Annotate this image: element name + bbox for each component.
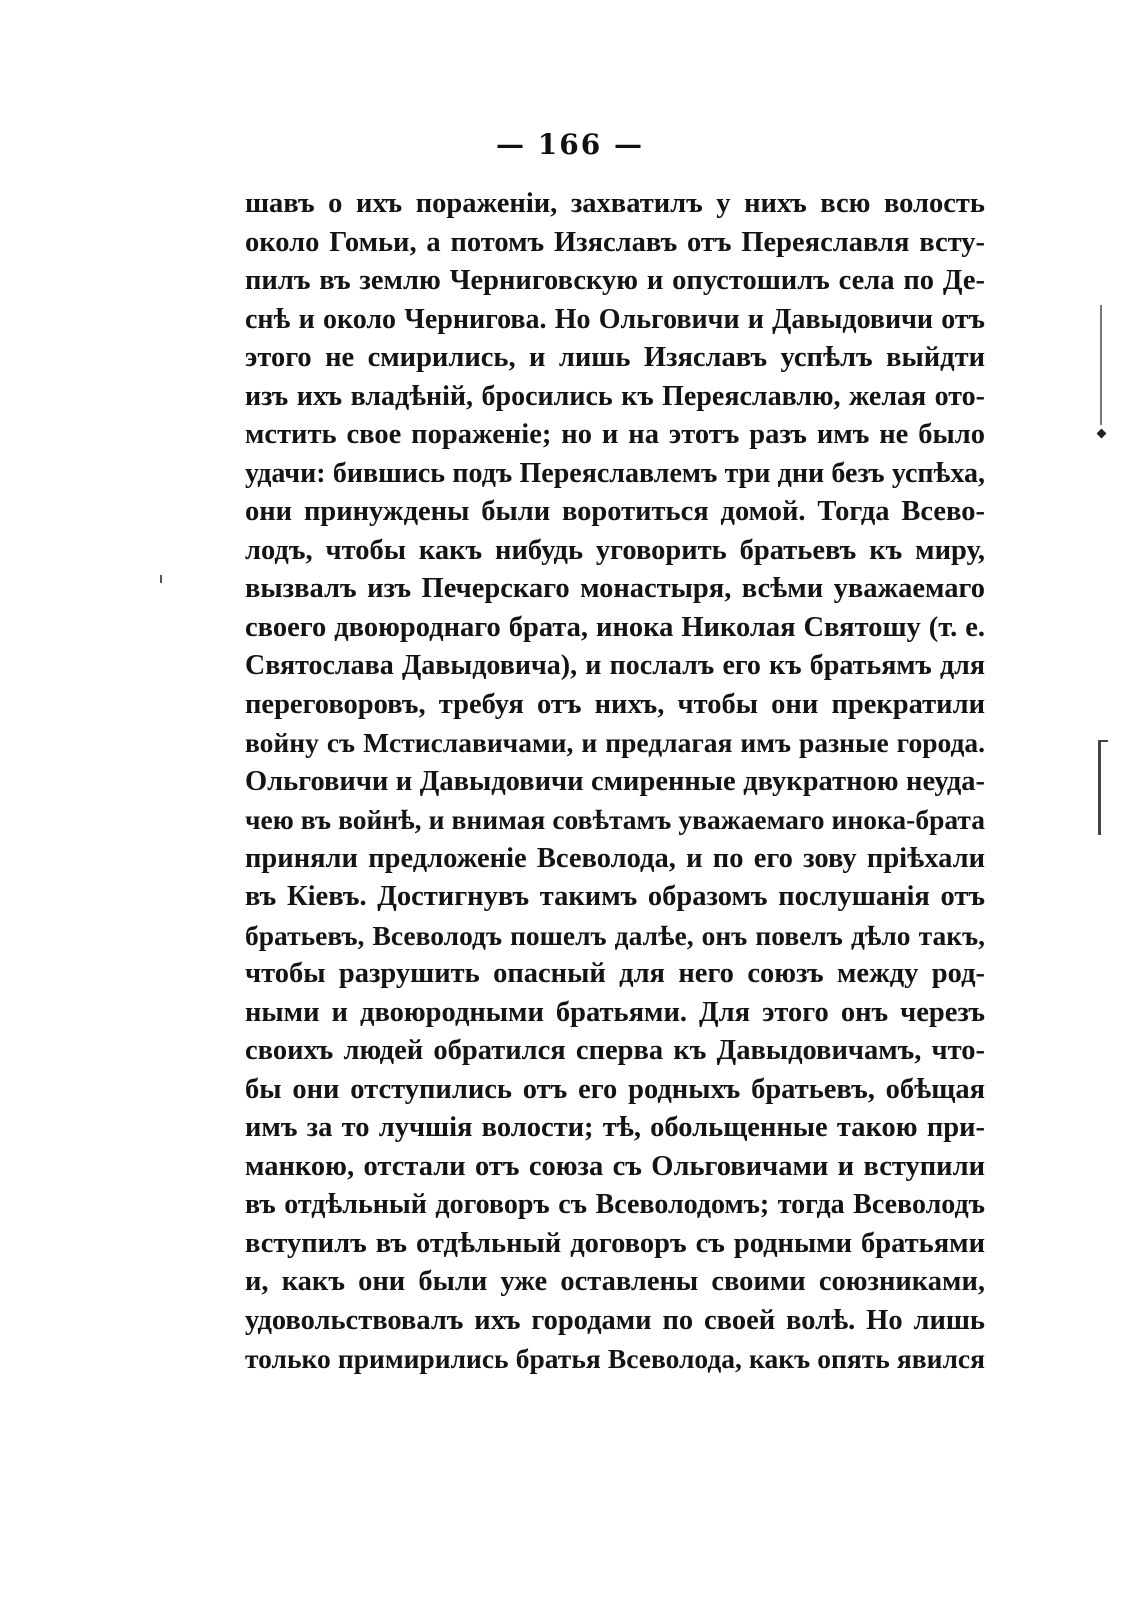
text-line: лодъ, чтобы какъ нибудь уговорить братьевъ къ миру, xyxy=(245,534,985,566)
text-line: удовольствовалъ ихъ городами по своей волѣ. Но лишь xyxy=(245,1304,985,1336)
text-line: чтобы разрушить опасный для него союзъ между род- xyxy=(245,958,985,989)
text-line: чею въ войнѣ, и внимая совѣтамъ уважаемаго инока-брата xyxy=(245,804,985,835)
text-line: они принуждены были воротиться домой. Тогда Всево- xyxy=(245,496,985,527)
text-line: своихъ людей обратился сперва къ Давыдовичамъ, что- xyxy=(245,1035,985,1066)
text-line: приняли предложеніе Всеволода, и по его зову пріѣхали xyxy=(245,842,985,874)
body-text xyxy=(245,185,985,1379)
text-line: удачи: бившись подъ Переяславлемъ три дни безъ успѣха, xyxy=(245,457,985,489)
text-line: имъ за то лучшія волости; тѣ, обольщенные такою при- xyxy=(245,1112,985,1143)
text-line: въ отдѣльный договоръ съ Всеволодомъ; тогда Всеволодъ xyxy=(245,1189,985,1220)
margin-mark xyxy=(1098,740,1101,835)
text-line: около Гомьи, а потомъ Изяславъ отъ Переяславля всту- xyxy=(245,226,985,258)
text-line: этого не смирились, и лишь Изяславъ успѣлъ выйдти xyxy=(245,342,985,373)
text-line: и, какъ они были уже оставлены своими союзниками, xyxy=(245,1266,985,1297)
text-line: только примирились братья Всеволода, какъ опять явился xyxy=(245,1343,985,1374)
text-line: въ Кіевъ. Достигнувъ такимъ образомъ послушанія отъ xyxy=(245,881,985,912)
margin-mark xyxy=(1100,305,1102,425)
text-line: вступилъ въ отдѣльный договоръ съ родными братьями xyxy=(245,1227,985,1259)
text-line: снѣ и около Чернигова. Но Ольговичи и Давыдовичи отъ xyxy=(245,303,985,335)
margin-mark xyxy=(1098,740,1108,742)
page-number: — 166 — xyxy=(496,128,644,161)
text-line: своего двоюроднаго брата, инока Николая Святошу (т. е. xyxy=(245,611,985,643)
margin-mark xyxy=(1097,429,1107,439)
text-line: ными и двоюродными братьями. Для этого онъ черезъ xyxy=(245,996,985,1028)
text-line: бы они отступились отъ его родныхъ братьевъ, обѣщая xyxy=(245,1073,985,1105)
text-line: пилъ въ землю Черниговскую и опустошилъ села по Де- xyxy=(245,265,985,296)
text-line: Ольговичи и Давыдовичи смиренные двукратною неуда- xyxy=(245,765,985,797)
margin-mark xyxy=(160,575,162,583)
text-line: вызвалъ изъ Печерскаго монастыря, всѣми уважаемаго xyxy=(245,573,985,604)
text-line: братьевъ, Всеволодъ пошелъ далѣе, онъ повелъ дѣло такъ, xyxy=(245,919,985,951)
text-line: переговоровъ, требуя отъ нихъ, чтобы они прекратили xyxy=(245,688,985,720)
text-line: Святослава Давыдовича), и послалъ его къ братьямъ для xyxy=(245,650,985,681)
text-line: войну съ Мстиславичами, и предлагая имъ разные города. xyxy=(245,727,985,758)
text-line: изъ ихъ владѣній, бросились къ Переяславлю, желая ото- xyxy=(245,380,985,412)
text-line: манкою, отстали отъ союза съ Ольговичами и вступили xyxy=(245,1150,985,1182)
text-line: шавъ о ихъ пораженіи, захватилъ у нихъ всю волость xyxy=(245,188,985,219)
text-line: мстить свое пораженіе; но и на этотъ разъ имъ не было xyxy=(245,419,985,450)
